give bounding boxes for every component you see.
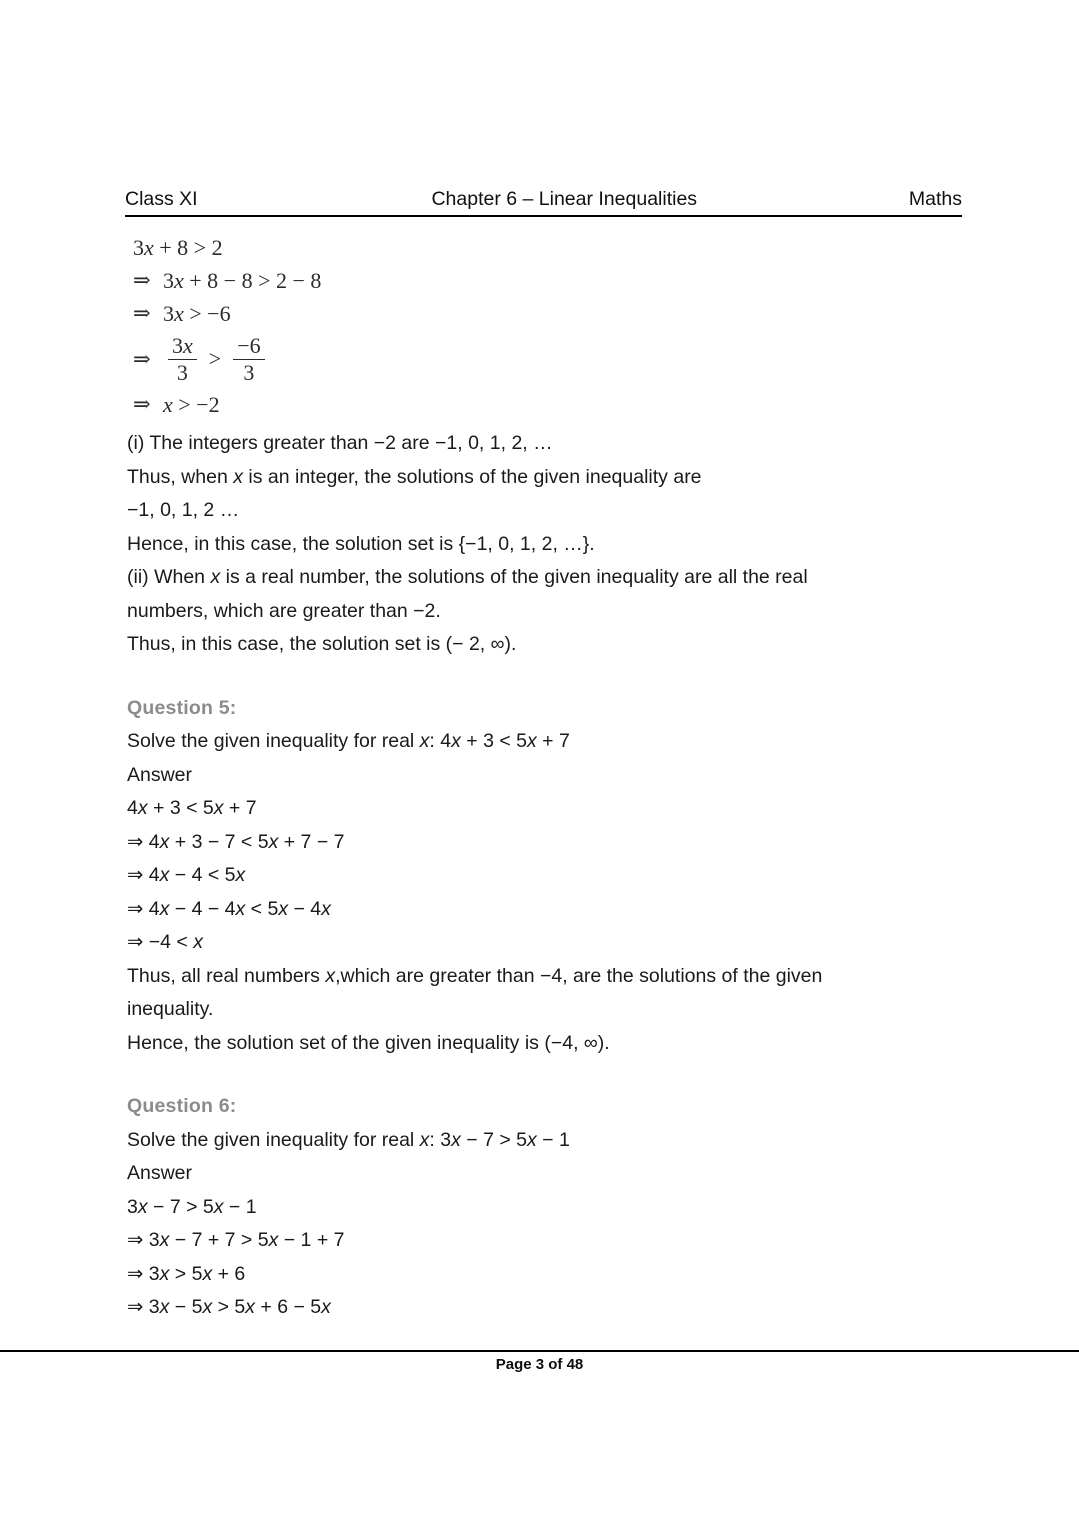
header-class-label: Class XI	[125, 188, 198, 210]
question-5-prompt: Solve the given inequality for real x: 4x + 3 < 5x + 7	[127, 730, 570, 752]
header-chapter-title: Chapter 6 – Linear Inequalities	[431, 188, 698, 210]
section-spacer	[127, 1060, 927, 1090]
math-line-3-expr: 3x > −6	[163, 300, 231, 326]
continuation-line: Thus, in this case, the solution set is (− 2, ∞).	[127, 633, 517, 655]
implies-arrow-icon: ⇒	[133, 392, 151, 416]
implies-arrow-icon: ⇒	[133, 301, 151, 325]
math-line-1	[133, 231, 321, 264]
question-5-conclusion-line: Thus, all real numbers x,which are greater than −4, are the solutions of the given	[127, 964, 823, 987]
question-6-step: 3x − 7 > 5x − 1	[127, 1195, 257, 1218]
continuation-line: (ii) When x is a real number, the solutions of the given inequality are all the real	[127, 566, 808, 588]
implies-arrow-icon: ⇒	[133, 346, 151, 371]
question-5-step: ⇒ 4x − 4 − 4x < 5x − 4x	[127, 897, 331, 920]
question-5-step: ⇒ 4x + 3 − 7 < 5x + 7 − 7	[127, 830, 345, 853]
question-6-answer-label: Answer	[127, 1162, 193, 1184]
math-line-2	[133, 264, 321, 297]
fraction-right-numerator: −6	[233, 334, 264, 359]
continuation-line: −1, 0, 1, 2 …	[127, 499, 240, 521]
math-line-4-fraction	[133, 330, 321, 388]
implies-arrow-icon: ⇒	[133, 268, 151, 292]
header-subject-label: Maths	[908, 188, 962, 210]
math-line-3	[133, 297, 321, 330]
question-5-conclusion-line: inequality.	[127, 998, 214, 1020]
math-line-5-expr: x > −2	[163, 391, 220, 417]
question-5-step: 4x + 3 < 5x + 7	[127, 797, 257, 819]
continuation-line: numbers, which are greater than −2.	[127, 599, 441, 622]
question-6-heading: Question 6:	[127, 1095, 237, 1117]
math-line-2-expr: 3x + 8 − 8 > 2 − 8	[163, 267, 322, 293]
question-6-step: ⇒ 3x − 5x > 5x + 6 − 5x	[127, 1296, 331, 1318]
relation-operator: >	[208, 346, 222, 371]
fraction-right-denominator: 3	[243, 359, 255, 385]
math-line-1-expr: 3x + 8 > 2	[133, 234, 223, 260]
question-5-step: ⇒ −4 < x	[127, 931, 203, 953]
fraction-left-denominator: 3	[176, 359, 188, 385]
continuation-line: Hence, in this case, the solution set is {−1, 0, 1, 2, …}.	[127, 532, 595, 555]
question-5-step: ⇒ 4x − 4 < 5x	[127, 864, 246, 886]
question-5-answer-label: Answer	[127, 763, 193, 786]
question-6-step: ⇒ 3x > 5x + 6	[127, 1262, 246, 1285]
question-5-heading: Question 5:	[127, 696, 237, 719]
section-spacer	[127, 662, 927, 692]
continuation-line: Thus, when x is an integer, the solutions of the given inequality are	[127, 465, 702, 488]
fraction-right	[233, 334, 264, 383]
fraction-left-numerator: 3x	[168, 334, 197, 359]
question-6-step: ⇒ 3x − 7 + 7 > 5x − 1 + 7	[127, 1229, 345, 1251]
math-line-5	[133, 388, 321, 421]
math-derivation-block	[133, 231, 321, 421]
page-body	[127, 427, 927, 1325]
question-6-prompt: Solve the given inequality for real x: 3x − 7 > 5x − 1	[127, 1128, 570, 1151]
continuation-line: (i) The integers greater than −2 are −1, 0, 1, 2, …	[127, 432, 553, 454]
footer-divider	[0, 1350, 1079, 1352]
question-5-conclusion-line: Hence, the solution set of the given inequality is (−4, ∞).	[127, 1031, 610, 1054]
footer-page-number: Page 3 of 48	[495, 1356, 584, 1373]
fraction-left	[168, 334, 197, 383]
page-header	[125, 188, 962, 217]
